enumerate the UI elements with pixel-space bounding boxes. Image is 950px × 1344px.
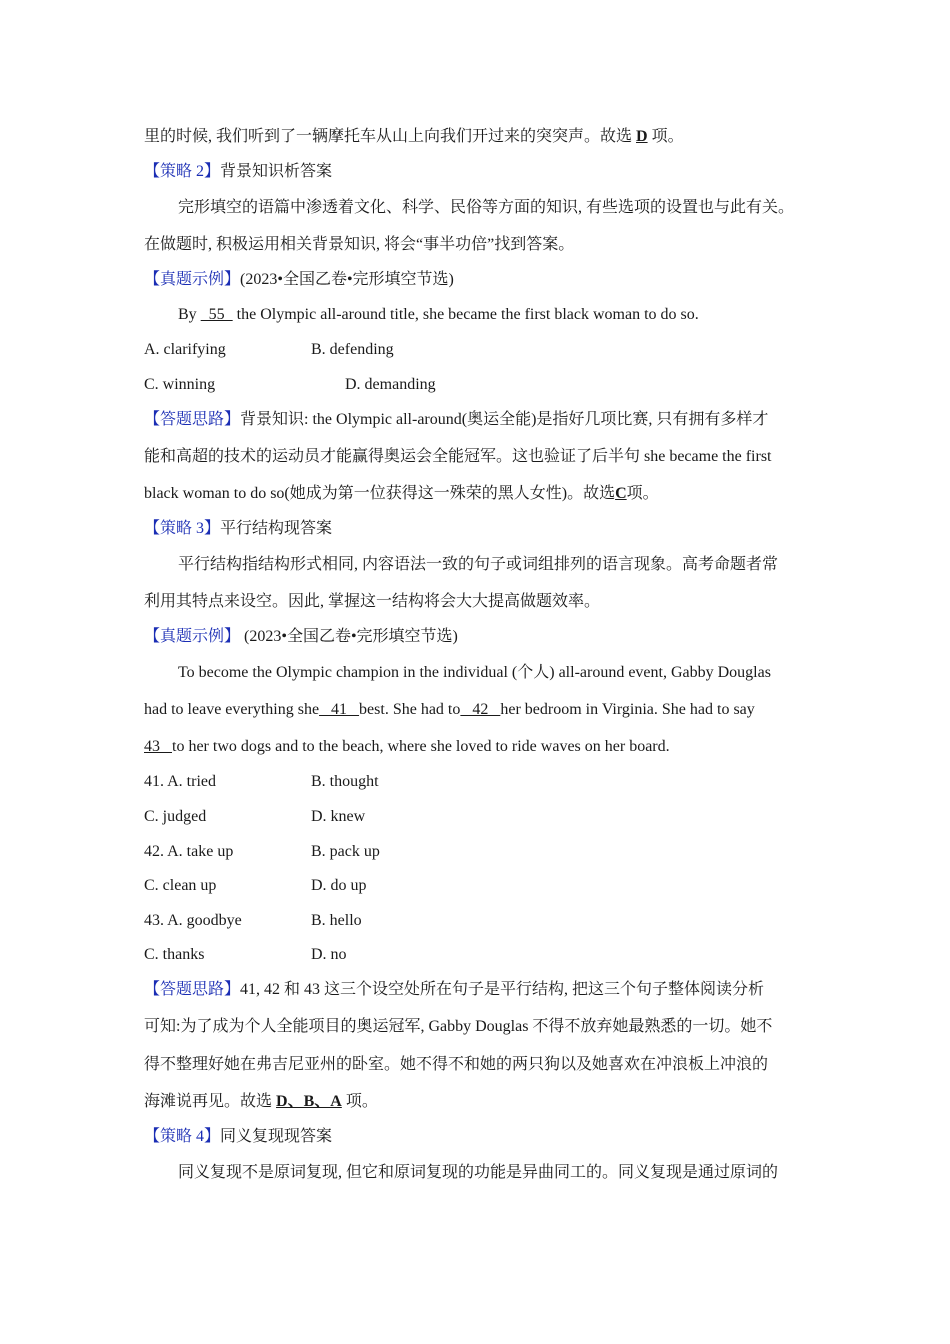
blank-43: 43 — [144, 738, 172, 755]
blank-42: 42 — [460, 701, 501, 718]
question-sentence: By 55 the Olympic all-around title, she became the first black woman to do so. — [178, 306, 699, 323]
analysis-line: 【答题思路】41, 42 和 43 这三个设空处所在句子是平行结构, 把这三个句子整体阅读分析 — [144, 981, 765, 998]
blank-41: 41 — [319, 701, 360, 718]
passage-line: To become the Olympic champion in the individual (个人) all-around event, Gabby Douglas — [178, 664, 771, 681]
strategy-2-heading: 【策略 2】背景知识析答案 — [144, 163, 333, 180]
strategy-label: 【策略 2】 — [144, 163, 221, 180]
strategy-label: 【策略 3】 — [144, 520, 221, 537]
paragraph-line: 在做题时, 积极运用相关背景知识, 将会“事半功倍”找到答案。 — [144, 236, 575, 253]
analysis-line: black woman to do so(她成为第一位获得这一殊荣的黑人女性)。故选C项。 — [144, 485, 659, 502]
strategy-label: 【策略 4】 — [144, 1128, 221, 1145]
answer-letter: C — [615, 485, 627, 502]
paragraph-line: 完形填空的语篇中渗透着文化、科学、民俗等方面的知识, 有些选项的设置也与此有关。 — [178, 199, 795, 216]
option-42d: D. do up — [311, 877, 367, 894]
paragraph-line: 同义复现不是原词复现, 但它和原词复现的功能是异曲同工的。同义复现是通过原词的 — [178, 1164, 779, 1181]
paragraph-line: 里的时候, 我们听到了一辆摩托车从山上向我们开过来的突突声。故选 D 项。 — [144, 128, 684, 145]
analysis-label: 【答题思路】 — [144, 981, 241, 998]
answer-letters: D、B、A — [276, 1093, 342, 1110]
option-43b: B. hello — [311, 912, 362, 929]
example-label: 【真题示例】 — [144, 628, 241, 645]
example-label: 【真题示例】 — [144, 271, 241, 288]
option-41d: D. knew — [311, 808, 366, 825]
example-heading: 【真题示例】 (2023•全国乙卷•完形填空节选) — [144, 628, 458, 645]
option-41c: C. judged — [144, 808, 207, 825]
passage-line: 43 to her two dogs and to the beach, where she loved to ride waves on her board. — [144, 738, 670, 755]
analysis-label: 【答题思路】 — [144, 411, 241, 428]
option-41b: B. thought — [311, 773, 379, 790]
strategy-3-heading: 【策略 3】平行结构现答案 — [144, 520, 333, 537]
option-b: B. defending — [311, 341, 394, 358]
option-42c: C. clean up — [144, 877, 217, 894]
analysis-line: 可知:为了成为个人全能项目的奥运冠军, Gabby Douglas 不得不放弃她最熟悉的一切。她不 — [144, 1018, 773, 1035]
blank-55: 55 — [200, 306, 233, 323]
analysis-line: 得不整理好她在弗吉尼亚州的卧室。她不得不和她的两只狗以及她喜欢在冲浪板上冲浪的 — [144, 1056, 769, 1073]
option-43d: D. no — [311, 946, 347, 963]
option-42a: 42. A. take up — [144, 843, 234, 860]
paragraph-line: 利用其特点来设空。因此, 掌握这一结构将会大大提高做题效率。 — [144, 593, 601, 610]
answer-letter: D — [636, 128, 648, 145]
passage-line: had to leave everything she 41 best. She had to 42 her bedroom in Virginia. She had to say — [144, 701, 755, 718]
option-a: A. clarifying — [144, 341, 226, 358]
paragraph-line: 平行结构指结构形式相同, 内容语法一致的句子或词组排列的语言现象。高考命题者常 — [178, 556, 779, 573]
option-42b: B. pack up — [311, 843, 380, 860]
option-d: D. demanding — [345, 376, 436, 393]
strategy-4-heading: 【策略 4】同义复现现答案 — [144, 1128, 333, 1145]
example-heading: 【真题示例】(2023•全国乙卷•完形填空节选) — [144, 271, 454, 288]
analysis-line: 【答题思路】背景知识: the Olympic all-around(奥运全能)是指好几项比赛, 只有拥有多样才 — [144, 411, 769, 428]
analysis-line: 海滩说再见。故选 D、B、A 项。 — [144, 1093, 378, 1110]
analysis-line: 能和高超的技术的运动员才能赢得奥运会全能冠军。这也验证了后半句 she became the first — [144, 448, 772, 465]
option-43a: 43. A. goodbye — [144, 912, 242, 929]
option-41a: 41. A. tried — [144, 773, 216, 790]
option-c: C. winning — [144, 376, 216, 393]
option-43c: C. thanks — [144, 946, 205, 963]
